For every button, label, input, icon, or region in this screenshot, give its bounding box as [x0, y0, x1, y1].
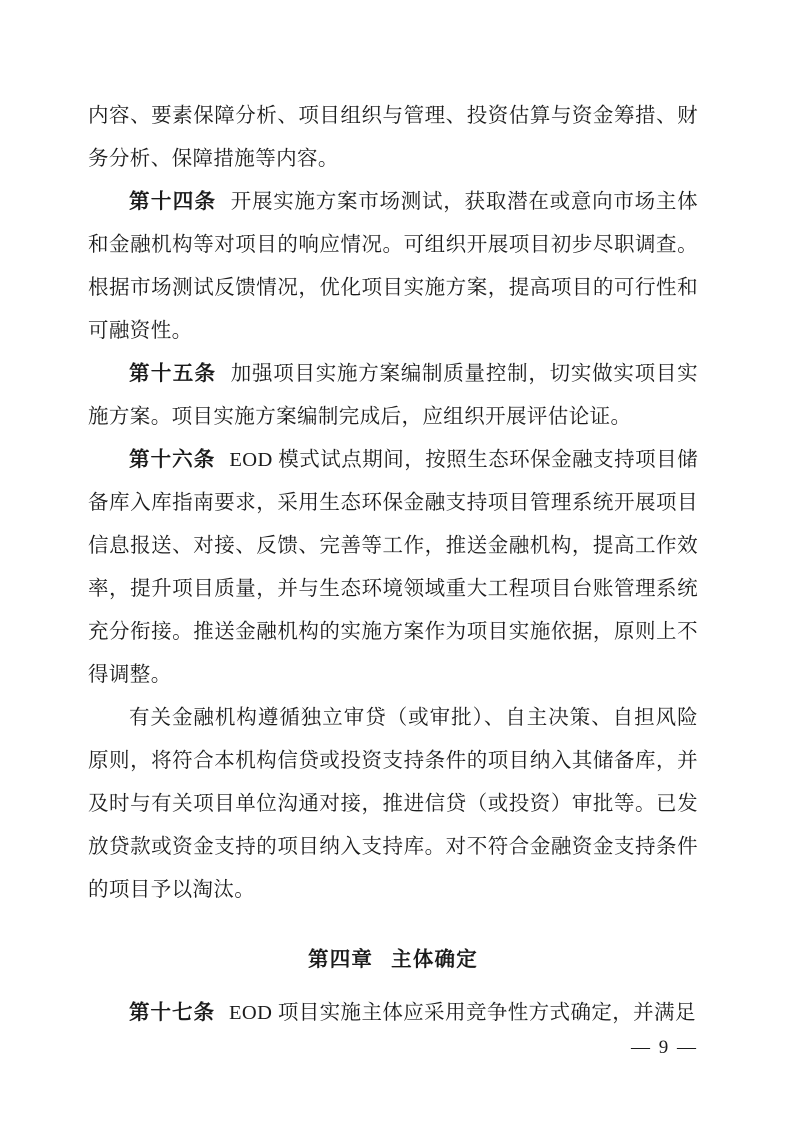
article-17-label: 第十七条 [129, 1002, 215, 1024]
article-15-text: 加强项目实施方案编制质量控制，切实做实项目实施方案。项目实施方案编制完成后，应组织开展评估论证。 [88, 363, 698, 428]
article-14-label: 第十四条 [129, 191, 217, 213]
article-14-text: 开展实施方案市场测试，获取潜在或意向市场主体和金融机构等对项目的响应情况。可组织开展项目初步尽职调查。根据市场测试反馈情况，优化项目实施方案，提高项目的可行性和可融资性。 [88, 191, 698, 342]
article-16 [88, 439, 698, 697]
article-17-text: EOD 项目实施主体应采用竞争性方式确定，并满足 [229, 1002, 696, 1024]
article-15 [88, 353, 698, 439]
article-16-label: 第十六条 [129, 449, 216, 471]
chapter-number: 第四章 [308, 949, 374, 971]
chapter-title: 主体确定 [391, 949, 478, 971]
paragraph-continuation: 内容、要素保障分析、项目组织与管理、投资估算与资金筹措、财务分析、保障措施等内容。 [88, 105, 698, 170]
document-body [88, 95, 698, 1035]
chapter-heading [88, 939, 698, 982]
article-14 [88, 181, 698, 353]
article-15-label: 第十五条 [129, 363, 217, 385]
article-16-text: EOD 模式试点期间，按照生态环保金融支持项目储备库入库指南要求，采用生态环保金融支持项目管理系统开展项目信息报送、对接、反馈、完善等工作，推送金融机构，提高工作效率，提升项目质量，并与生态环境领域重大工程项目台账管理系统充分衔接。推送金融机构的实施方案作为项目实施依据，原则上不得调整。 [88, 449, 698, 686]
page-number: — 9 — [631, 1037, 698, 1058]
article-17 [88, 992, 698, 1035]
paragraph-financial-institutions: 有关金融机构遵循独立审贷（或审批）、自主决策、自担风险原则，将符合本机构信贷或投资支持条件的项目纳入其储备库，并及时与有关项目单位沟通对接，推进信贷（或投资）审批等。已发放贷款或资金支持的项目纳入支持库。对不符合金融资金支持条件的项目予以淘汰。 [88, 707, 698, 901]
